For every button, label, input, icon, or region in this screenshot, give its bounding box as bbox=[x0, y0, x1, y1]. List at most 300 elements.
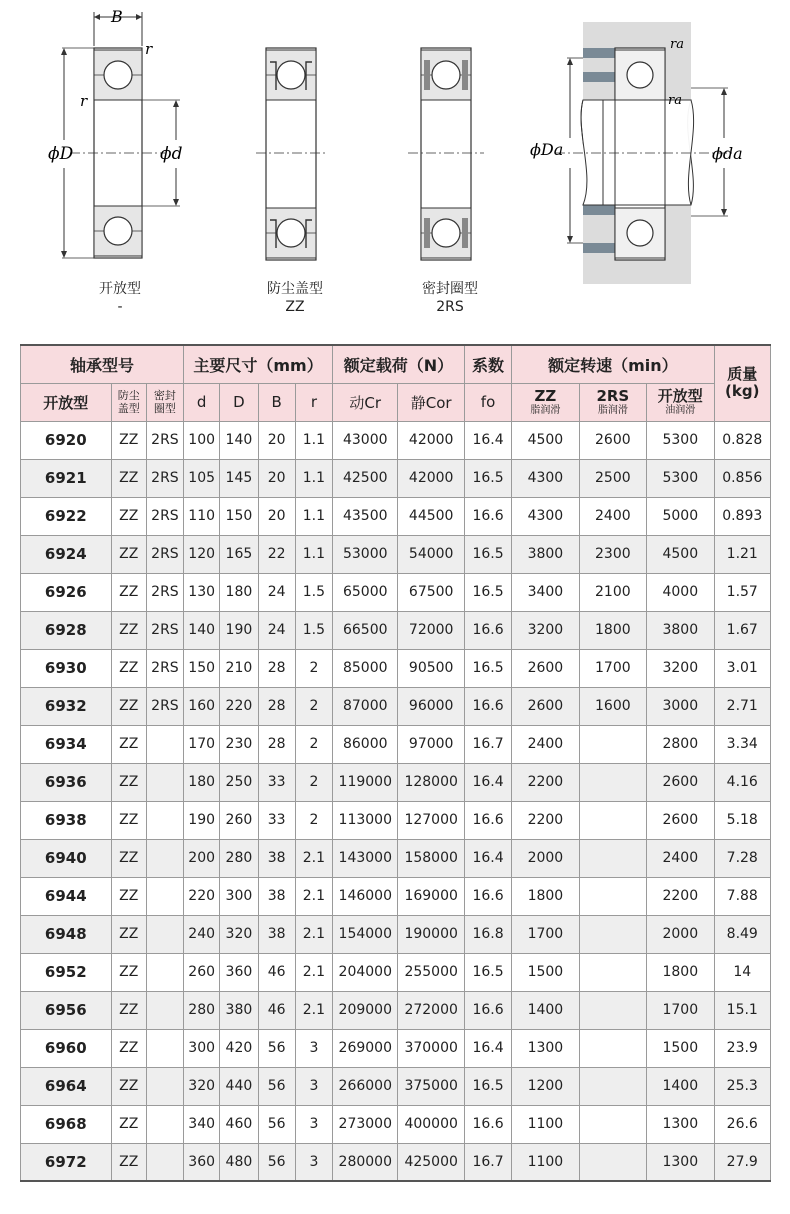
cell-B: 38 bbox=[258, 915, 295, 953]
cell-D: 420 bbox=[220, 1029, 258, 1067]
cell-Cr: 204000 bbox=[333, 953, 398, 991]
cell-B: 20 bbox=[258, 497, 295, 535]
cell-r: 3 bbox=[295, 1029, 332, 1067]
cell-model: 6922 bbox=[21, 497, 112, 535]
table-row bbox=[21, 535, 771, 573]
header-speed-open bbox=[647, 383, 714, 421]
table-row bbox=[21, 421, 771, 459]
header-fo: fo bbox=[464, 383, 511, 421]
label-phi-d: ϕd bbox=[160, 144, 183, 164]
header-d: d bbox=[184, 383, 220, 421]
cell-fo: 16.8 bbox=[464, 915, 511, 953]
cell-speed-open: 4000 bbox=[647, 573, 714, 611]
cell-speed-2rs bbox=[579, 725, 646, 763]
cell-Cr: 154000 bbox=[333, 915, 398, 953]
cell-r: 3 bbox=[295, 1067, 332, 1105]
header-speed-zz-label: ZZ bbox=[534, 387, 557, 405]
cell-d: 110 bbox=[184, 497, 220, 535]
cell-mass: 15.1 bbox=[714, 991, 770, 1029]
cell-Cr: 269000 bbox=[333, 1029, 398, 1067]
cell-model: 6964 bbox=[21, 1067, 112, 1105]
header-r: r bbox=[295, 383, 332, 421]
cell-Cor: 67500 bbox=[398, 573, 464, 611]
cell-r: 2 bbox=[295, 725, 332, 763]
header-dims-group: 主要尺寸（mm） bbox=[184, 345, 333, 383]
cell-B: 38 bbox=[258, 877, 295, 915]
shield-type-drawing bbox=[256, 48, 326, 260]
cell-D: 300 bbox=[220, 877, 258, 915]
cell-Cr: 87000 bbox=[333, 687, 398, 725]
cell-D: 150 bbox=[220, 497, 258, 535]
table-row bbox=[21, 725, 771, 763]
cell-speed-open: 5300 bbox=[647, 421, 714, 459]
cell-speed-zz: 3800 bbox=[512, 535, 579, 573]
label-r-left: r bbox=[80, 92, 88, 110]
cell-speed-open: 4500 bbox=[647, 535, 714, 573]
cell-fo: 16.6 bbox=[464, 877, 511, 915]
cell-seal bbox=[146, 991, 183, 1029]
cell-d: 150 bbox=[184, 649, 220, 687]
cell-speed-2rs: 2600 bbox=[579, 421, 646, 459]
cell-speed-open: 1800 bbox=[647, 953, 714, 991]
cell-seal bbox=[146, 877, 183, 915]
cell-speed-zz: 3200 bbox=[512, 611, 579, 649]
cell-speed-2rs: 1600 bbox=[579, 687, 646, 725]
cell-Cor: 190000 bbox=[398, 915, 464, 953]
cell-D: 460 bbox=[220, 1105, 258, 1143]
cell-Cr: 53000 bbox=[333, 535, 398, 573]
cell-d: 240 bbox=[184, 915, 220, 953]
cell-Cor: 44500 bbox=[398, 497, 464, 535]
cell-model: 6930 bbox=[21, 649, 112, 687]
cell-shield: ZZ bbox=[111, 535, 146, 573]
cell-fo: 16.6 bbox=[464, 1105, 511, 1143]
cell-speed-2rs: 1700 bbox=[579, 649, 646, 687]
cell-speed-2rs bbox=[579, 991, 646, 1029]
cell-fo: 16.7 bbox=[464, 1143, 511, 1181]
cell-mass: 1.21 bbox=[714, 535, 770, 573]
header-speed-2rs-sub: 脂润滑 bbox=[597, 405, 628, 416]
cell-speed-zz: 2200 bbox=[512, 763, 579, 801]
cell-Cor: 42000 bbox=[398, 459, 464, 497]
table-row bbox=[21, 687, 771, 725]
cell-speed-open: 1300 bbox=[647, 1143, 714, 1181]
header-seal-line1: 密封 bbox=[153, 389, 176, 402]
cell-mass: 4.16 bbox=[714, 763, 770, 801]
cell-speed-open: 3000 bbox=[647, 687, 714, 725]
cell-Cr: 280000 bbox=[333, 1143, 398, 1181]
cell-speed-zz: 1200 bbox=[512, 1067, 579, 1105]
label-r-top: r bbox=[145, 40, 153, 58]
cell-r: 1.1 bbox=[295, 459, 332, 497]
cell-speed-zz: 1300 bbox=[512, 1029, 579, 1067]
cell-Cor: 128000 bbox=[398, 763, 464, 801]
bearing-diagrams bbox=[0, 0, 790, 330]
cell-speed-zz: 2200 bbox=[512, 801, 579, 839]
cell-fo: 16.4 bbox=[464, 1029, 511, 1067]
cell-shield: ZZ bbox=[111, 991, 146, 1029]
cell-B: 24 bbox=[258, 573, 295, 611]
table-row bbox=[21, 1029, 771, 1067]
cell-D: 280 bbox=[220, 839, 258, 877]
cell-model: 6926 bbox=[21, 573, 112, 611]
cell-fo: 16.6 bbox=[464, 687, 511, 725]
cell-mass: 3.01 bbox=[714, 649, 770, 687]
cell-speed-open: 1300 bbox=[647, 1105, 714, 1143]
cell-B: 24 bbox=[258, 611, 295, 649]
cell-model: 6936 bbox=[21, 763, 112, 801]
cell-speed-open: 5000 bbox=[647, 497, 714, 535]
cell-D: 165 bbox=[220, 535, 258, 573]
header-factor-group: 系数 bbox=[464, 345, 511, 383]
cell-D: 210 bbox=[220, 649, 258, 687]
cell-seal bbox=[146, 1143, 183, 1181]
cell-fo: 16.5 bbox=[464, 573, 511, 611]
cell-speed-2rs: 2300 bbox=[579, 535, 646, 573]
cell-speed-open: 2000 bbox=[647, 915, 714, 953]
cell-seal bbox=[146, 953, 183, 991]
cell-Cr: 65000 bbox=[333, 573, 398, 611]
cell-speed-zz: 2600 bbox=[512, 687, 579, 725]
cell-speed-zz: 1100 bbox=[512, 1105, 579, 1143]
cell-seal: 2RS bbox=[146, 611, 183, 649]
cell-seal bbox=[146, 1067, 183, 1105]
cell-speed-zz: 4300 bbox=[512, 459, 579, 497]
table-row bbox=[21, 839, 771, 877]
cell-Cor: 272000 bbox=[398, 991, 464, 1029]
cell-B: 20 bbox=[258, 421, 295, 459]
cell-d: 140 bbox=[184, 611, 220, 649]
cell-B: 20 bbox=[258, 459, 295, 497]
header-seal bbox=[146, 383, 183, 421]
cell-d: 220 bbox=[184, 877, 220, 915]
cell-r: 2 bbox=[295, 687, 332, 725]
table-row bbox=[21, 877, 771, 915]
cell-r: 2.1 bbox=[295, 839, 332, 877]
cell-D: 380 bbox=[220, 991, 258, 1029]
cell-Cor: 90500 bbox=[398, 649, 464, 687]
cell-speed-zz: 1400 bbox=[512, 991, 579, 1029]
header-speed-group: 额定转速（min） bbox=[512, 345, 714, 383]
cell-seal bbox=[146, 839, 183, 877]
table-row bbox=[21, 649, 771, 687]
cell-model: 6968 bbox=[21, 1105, 112, 1143]
cell-model: 6932 bbox=[21, 687, 112, 725]
cell-mass: 23.9 bbox=[714, 1029, 770, 1067]
cell-speed-2rs bbox=[579, 1143, 646, 1181]
cell-shield: ZZ bbox=[111, 725, 146, 763]
cell-mass: 5.18 bbox=[714, 801, 770, 839]
cell-model: 6934 bbox=[21, 725, 112, 763]
cell-B: 56 bbox=[258, 1143, 295, 1181]
header-speed-zz-sub: 脂润滑 bbox=[530, 405, 561, 416]
cell-mass: 27.9 bbox=[714, 1143, 770, 1181]
cell-speed-2rs bbox=[579, 877, 646, 915]
cell-speed-zz: 1500 bbox=[512, 953, 579, 991]
cell-Cr: 42500 bbox=[333, 459, 398, 497]
cell-B: 56 bbox=[258, 1029, 295, 1067]
cell-seal: 2RS bbox=[146, 459, 183, 497]
cell-D: 180 bbox=[220, 573, 258, 611]
cell-shield: ZZ bbox=[111, 763, 146, 801]
cell-speed-2rs bbox=[579, 839, 646, 877]
cell-fo: 16.5 bbox=[464, 459, 511, 497]
cell-model: 6944 bbox=[21, 877, 112, 915]
header-mass-line1: 质量 bbox=[727, 365, 758, 384]
cell-speed-2rs bbox=[579, 953, 646, 991]
cell-Cr: 86000 bbox=[333, 725, 398, 763]
cell-model: 6972 bbox=[21, 1143, 112, 1181]
header-load-group: 额定载荷（N） bbox=[333, 345, 465, 383]
cell-r: 3 bbox=[295, 1105, 332, 1143]
cell-speed-zz: 4500 bbox=[512, 421, 579, 459]
cell-shield: ZZ bbox=[111, 421, 146, 459]
header-D: D bbox=[220, 383, 258, 421]
header-shield bbox=[111, 383, 146, 421]
cell-B: 28 bbox=[258, 649, 295, 687]
cell-fo: 16.5 bbox=[464, 953, 511, 991]
cell-r: 2.1 bbox=[295, 991, 332, 1029]
cell-shield: ZZ bbox=[111, 687, 146, 725]
cell-B: 33 bbox=[258, 763, 295, 801]
cell-Cor: 97000 bbox=[398, 725, 464, 763]
cell-seal bbox=[146, 915, 183, 953]
cell-D: 260 bbox=[220, 801, 258, 839]
cell-Cor: 169000 bbox=[398, 877, 464, 915]
table-row bbox=[21, 1143, 771, 1181]
cell-mass: 7.88 bbox=[714, 877, 770, 915]
cell-r: 2.1 bbox=[295, 953, 332, 991]
cell-Cor: 42000 bbox=[398, 421, 464, 459]
cell-d: 105 bbox=[184, 459, 220, 497]
header-open: 开放型 bbox=[21, 383, 112, 421]
cell-fo: 16.5 bbox=[464, 649, 511, 687]
table-row bbox=[21, 611, 771, 649]
label-ra-mid: ra bbox=[668, 93, 682, 108]
cell-Cr: 266000 bbox=[333, 1067, 398, 1105]
cell-shield: ZZ bbox=[111, 953, 146, 991]
cell-shield: ZZ bbox=[111, 1143, 146, 1181]
header-speed-zz bbox=[512, 383, 579, 421]
cell-Cor: 255000 bbox=[398, 953, 464, 991]
cell-mass: 8.49 bbox=[714, 915, 770, 953]
cell-speed-zz: 2000 bbox=[512, 839, 579, 877]
label-phi-Da: ϕDa bbox=[530, 140, 564, 159]
cell-speed-open: 1400 bbox=[647, 1067, 714, 1105]
cell-speed-open: 2600 bbox=[647, 763, 714, 801]
cell-model: 6940 bbox=[21, 839, 112, 877]
cell-d: 190 bbox=[184, 801, 220, 839]
caption-open-type bbox=[60, 280, 180, 316]
cell-Cor: 370000 bbox=[398, 1029, 464, 1067]
cell-shield: ZZ bbox=[111, 1029, 146, 1067]
mounting-drawing bbox=[555, 22, 735, 284]
cell-B: 22 bbox=[258, 535, 295, 573]
cell-shield: ZZ bbox=[111, 801, 146, 839]
cell-d: 180 bbox=[184, 763, 220, 801]
cell-Cor: 375000 bbox=[398, 1067, 464, 1105]
cell-shield: ZZ bbox=[111, 1067, 146, 1105]
table-row bbox=[21, 573, 771, 611]
table-row bbox=[21, 497, 771, 535]
caption-shield-type bbox=[235, 280, 355, 316]
cell-speed-2rs: 2100 bbox=[579, 573, 646, 611]
cell-fo: 16.5 bbox=[464, 535, 511, 573]
cell-mass: 25.3 bbox=[714, 1067, 770, 1105]
cell-Cor: 158000 bbox=[398, 839, 464, 877]
cell-fo: 16.6 bbox=[464, 611, 511, 649]
label-phi-D: ϕD bbox=[48, 144, 74, 164]
cell-speed-zz: 4300 bbox=[512, 497, 579, 535]
open-type-drawing bbox=[61, 12, 180, 258]
cell-Cr: 146000 bbox=[333, 877, 398, 915]
cell-fo: 16.6 bbox=[464, 497, 511, 535]
cell-seal: 2RS bbox=[146, 535, 183, 573]
header-B: B bbox=[258, 383, 295, 421]
cell-mass: 0.856 bbox=[714, 459, 770, 497]
cell-B: 28 bbox=[258, 687, 295, 725]
cell-d: 100 bbox=[184, 421, 220, 459]
label-ra-top: ra bbox=[670, 37, 684, 52]
cell-speed-open: 2400 bbox=[647, 839, 714, 877]
cell-mass: 2.71 bbox=[714, 687, 770, 725]
cell-D: 360 bbox=[220, 953, 258, 991]
cell-B: 38 bbox=[258, 839, 295, 877]
cell-fo: 16.6 bbox=[464, 991, 511, 1029]
cell-seal bbox=[146, 1105, 183, 1143]
header-shield-line2: 盖型 bbox=[117, 402, 140, 415]
header-Cr: 动Cr bbox=[333, 383, 398, 421]
cell-mass: 0.828 bbox=[714, 421, 770, 459]
cell-speed-open: 2800 bbox=[647, 725, 714, 763]
cell-speed-open: 3800 bbox=[647, 611, 714, 649]
cell-speed-2rs bbox=[579, 1029, 646, 1067]
cell-Cr: 273000 bbox=[333, 1105, 398, 1143]
cell-D: 190 bbox=[220, 611, 258, 649]
cell-D: 145 bbox=[220, 459, 258, 497]
cell-r: 2 bbox=[295, 763, 332, 801]
cell-D: 480 bbox=[220, 1143, 258, 1181]
header-shield-line1: 防尘 bbox=[117, 389, 140, 402]
cell-d: 300 bbox=[184, 1029, 220, 1067]
cell-fo: 16.6 bbox=[464, 801, 511, 839]
cell-speed-zz: 1700 bbox=[512, 915, 579, 953]
header-mass bbox=[714, 345, 770, 421]
cell-r: 2.1 bbox=[295, 915, 332, 953]
cell-shield: ZZ bbox=[111, 573, 146, 611]
cell-r: 2 bbox=[295, 649, 332, 687]
cell-d: 170 bbox=[184, 725, 220, 763]
cell-seal: 2RS bbox=[146, 421, 183, 459]
cell-model: 6924 bbox=[21, 535, 112, 573]
cell-d: 260 bbox=[184, 953, 220, 991]
bearing-spec-table bbox=[20, 344, 771, 1182]
caption-seal-code: 2RS bbox=[436, 299, 464, 315]
cell-B: 46 bbox=[258, 991, 295, 1029]
cell-d: 130 bbox=[184, 573, 220, 611]
header-speed-2rs bbox=[579, 383, 646, 421]
cell-d: 360 bbox=[184, 1143, 220, 1181]
cell-seal: 2RS bbox=[146, 649, 183, 687]
cell-seal bbox=[146, 801, 183, 839]
cell-speed-2rs: 2400 bbox=[579, 497, 646, 535]
cell-mass: 14 bbox=[714, 953, 770, 991]
cell-model: 6948 bbox=[21, 915, 112, 953]
cell-mass: 1.57 bbox=[714, 573, 770, 611]
caption-shield-code: ZZ bbox=[285, 299, 305, 315]
caption-open-code: - bbox=[117, 299, 123, 315]
header-speed-2rs-label: 2RS bbox=[596, 387, 630, 405]
cell-D: 140 bbox=[220, 421, 258, 459]
cell-r: 1.1 bbox=[295, 535, 332, 573]
cell-shield: ZZ bbox=[111, 1105, 146, 1143]
cell-B: 46 bbox=[258, 953, 295, 991]
cell-Cr: 209000 bbox=[333, 991, 398, 1029]
cell-model: 6928 bbox=[21, 611, 112, 649]
table-row bbox=[21, 763, 771, 801]
cell-D: 230 bbox=[220, 725, 258, 763]
cell-speed-zz: 3400 bbox=[512, 573, 579, 611]
cell-r: 3 bbox=[295, 1143, 332, 1181]
cell-model: 6952 bbox=[21, 953, 112, 991]
cell-B: 28 bbox=[258, 725, 295, 763]
cell-seal: 2RS bbox=[146, 573, 183, 611]
caption-open-name: 开放型 bbox=[99, 281, 141, 297]
header-speed-open-sub: 油润滑 bbox=[665, 405, 696, 416]
cell-d: 340 bbox=[184, 1105, 220, 1143]
cell-Cor: 425000 bbox=[398, 1143, 464, 1181]
cell-model: 6956 bbox=[21, 991, 112, 1029]
cell-Cr: 85000 bbox=[333, 649, 398, 687]
cell-speed-zz: 2400 bbox=[512, 725, 579, 763]
cell-Cor: 54000 bbox=[398, 535, 464, 573]
cell-speed-2rs bbox=[579, 915, 646, 953]
cell-shield: ZZ bbox=[111, 877, 146, 915]
cell-speed-zz: 1100 bbox=[512, 1143, 579, 1181]
cell-fo: 16.4 bbox=[464, 839, 511, 877]
table-row bbox=[21, 953, 771, 991]
cell-r: 1.1 bbox=[295, 497, 332, 535]
spec-table-body bbox=[21, 421, 771, 1181]
cell-d: 200 bbox=[184, 839, 220, 877]
cell-fo: 16.7 bbox=[464, 725, 511, 763]
cell-D: 320 bbox=[220, 915, 258, 953]
seal-type-drawing bbox=[408, 48, 484, 260]
table-row bbox=[21, 991, 771, 1029]
label-phi-da: ϕda bbox=[712, 144, 743, 163]
cell-speed-open: 1500 bbox=[647, 1029, 714, 1067]
cell-Cor: 96000 bbox=[398, 687, 464, 725]
cell-speed-open: 2200 bbox=[647, 877, 714, 915]
cell-D: 440 bbox=[220, 1067, 258, 1105]
caption-seal-type bbox=[390, 280, 510, 316]
cell-model: 6938 bbox=[21, 801, 112, 839]
cell-Cor: 72000 bbox=[398, 611, 464, 649]
cell-B: 56 bbox=[258, 1067, 295, 1105]
cell-shield: ZZ bbox=[111, 611, 146, 649]
cell-shield: ZZ bbox=[111, 649, 146, 687]
caption-shield-name: 防尘盖型 bbox=[267, 281, 323, 297]
cell-B: 56 bbox=[258, 1105, 295, 1143]
cell-fo: 16.4 bbox=[464, 763, 511, 801]
caption-seal-name: 密封圈型 bbox=[422, 281, 478, 297]
cell-Cr: 66500 bbox=[333, 611, 398, 649]
cell-mass: 1.67 bbox=[714, 611, 770, 649]
table-row bbox=[21, 1067, 771, 1105]
table-row bbox=[21, 801, 771, 839]
table-row bbox=[21, 915, 771, 953]
cell-Cor: 400000 bbox=[398, 1105, 464, 1143]
